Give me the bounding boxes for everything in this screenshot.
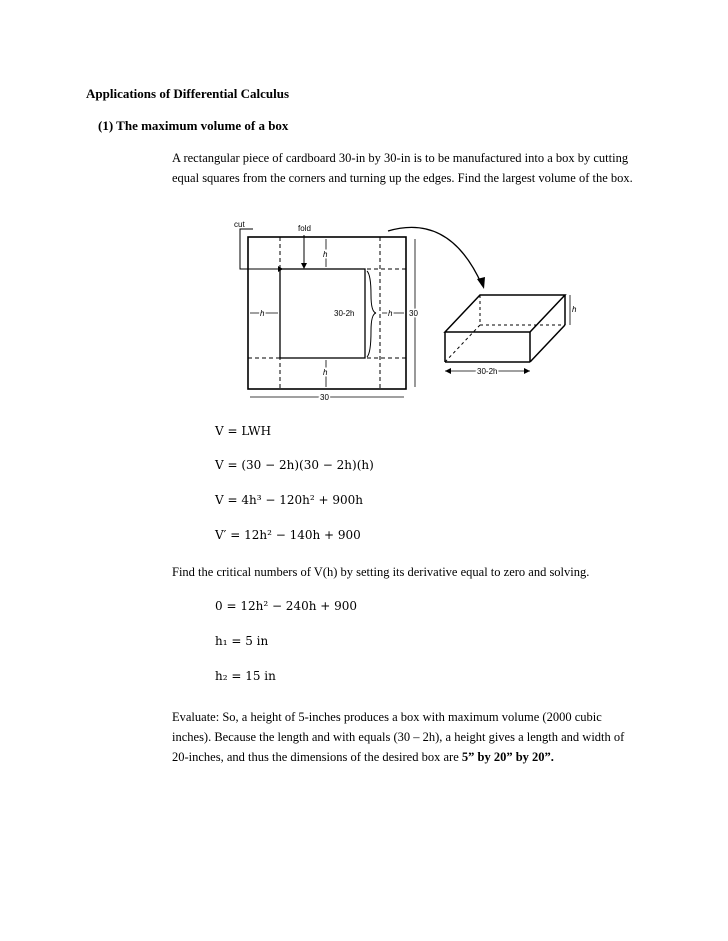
document-title: Applications of Differential Calculus [86, 86, 290, 101]
equation-volume-polynomial: V = 4h³ − 120h² + 900h [215, 493, 363, 507]
evaluate-text: Evaluate: So, a height of 5-inches produces a box with maximum volume (2000 cubic inches). Because the length and with equals (30 – 2h), a height gives a length and width of 20-inches, and thus the dimensions of the desired box are [172, 710, 625, 764]
box-diagram [220, 215, 590, 405]
evaluate-paragraph [172, 707, 642, 767]
thirty-label-right: 30 [409, 309, 418, 318]
h-label-right: h [388, 309, 393, 318]
section-heading: (1) The maximum volume of a box [98, 118, 289, 133]
equation-derivative: V′ = 12h² − 140h + 900 [215, 528, 361, 542]
equation-h1: h₁ = 5 in [215, 634, 269, 648]
side-label: 30-2h [334, 309, 355, 318]
fold-label: fold [298, 224, 311, 233]
box-base-label: 30-2h [477, 367, 498, 376]
thirty-label-bottom: 30 [320, 393, 329, 402]
problem-text: A rectangular piece of cardboard 30-in by 30-in is to be manufactured into a box by cutting equal squares from the corners and turning up the edges. Find the largest volume of the box. [172, 151, 633, 185]
equation-volume: V = LWH [215, 424, 272, 438]
box-height-label: h [572, 305, 577, 314]
equation-h2: h₂ = 15 in [215, 669, 276, 683]
h-label-left: h [260, 309, 265, 318]
equation-volume-expanded: V = (30 − 2h)(30 − 2h)(h) [215, 458, 374, 472]
h-label-bottom: h [323, 368, 328, 377]
h-label-top: h [323, 250, 328, 259]
answer-dimensions: 5” by 20” by 20”. [461, 750, 554, 764]
equation-zero: 0 = 12h² − 240h + 900 [215, 599, 358, 613]
cut-label: cut [234, 220, 245, 229]
critical-numbers-text: Find the critical numbers of V(h) by setting its derivative equal to zero and solving. [172, 565, 590, 579]
